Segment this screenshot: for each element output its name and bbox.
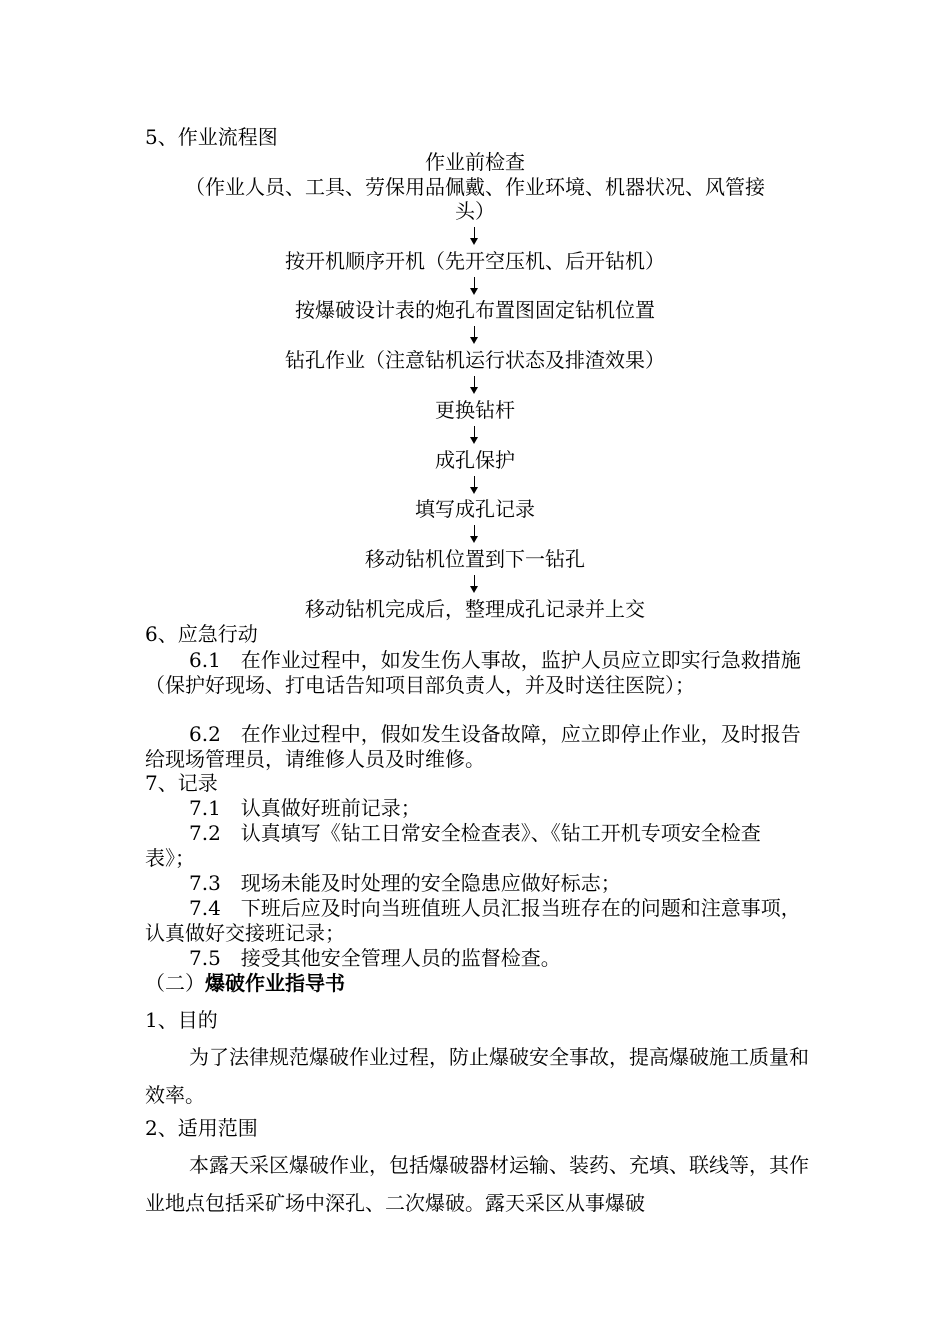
flow-step-replace-rod: 更换钻杆 bbox=[435, 398, 515, 422]
section2-title-text: 爆破作业指导书 bbox=[205, 971, 345, 995]
flow-step-move-drill: 移动钻机位置到下一钻孔 bbox=[365, 547, 585, 571]
records-item-5: 7.5 接受其他安全管理人员的监督检查。 bbox=[189, 946, 561, 970]
flow-step-hole-protection: 成孔保护 bbox=[435, 448, 515, 472]
flow-arrow bbox=[474, 426, 475, 438]
flow-arrow bbox=[474, 575, 475, 587]
scope-heading: 2、适用范围 bbox=[145, 1116, 258, 1140]
flow-step-fill-record: 填写成孔记录 bbox=[415, 497, 535, 521]
flow-step-submit-records: 移动钻机完成后，整理成孔记录并上交 bbox=[305, 597, 645, 621]
flow-step-pre-check-detail-end: 头） bbox=[455, 199, 495, 223]
flow-arrow bbox=[474, 326, 475, 338]
flow-step-start-machines: 按开机顺序开机（先开空压机、后开钻机） bbox=[285, 249, 665, 273]
records-item-3: 7.3 现场未能及时处理的安全隐患应做好标志； bbox=[189, 871, 621, 895]
flow-arrow bbox=[474, 376, 475, 388]
emergency-heading: 6、应急行动 bbox=[145, 622, 258, 646]
flow-step-fix-drill-position: 按爆破设计表的炮孔布置图固定钻机位置 bbox=[295, 298, 655, 322]
records-item-2: 7.2 认真填写《钻工日常安全检查表》、《钻工开机专项安全检查表》； bbox=[145, 821, 761, 870]
flow-arrow bbox=[474, 277, 475, 289]
flow-arrow bbox=[474, 227, 475, 239]
records-heading: 7、记录 bbox=[145, 771, 218, 795]
emergency-item-2: 6.2 在作业过程中，假如发生设备故障，应立即停止作业，及时报告给现场管理员，请维修人员及时维修。 bbox=[145, 722, 801, 771]
purpose-text: 为了法律规范爆破作业过程，防止爆破安全事故，提高爆破施工质量和效率。 bbox=[145, 1045, 809, 1107]
flow-arrow bbox=[474, 476, 475, 488]
records-item-4: 7.4 下班后应及时向当班值班人员汇报当班存在的问题和注意事项，认真做好交接班记录； bbox=[145, 896, 801, 945]
purpose-heading: 1、目的 bbox=[145, 1008, 218, 1032]
flow-step-pre-check-detail: （作业人员、工具、劳保用品佩戴、作业环境、机器状况、风管接 bbox=[185, 175, 765, 199]
scope-text: 本露天采区爆破作业，包括爆破器材运输、装药、充填、联线等，其作业地点包括采矿场中深孔、二次爆破。露天采区从事爆破 bbox=[145, 1153, 809, 1215]
flow-arrow bbox=[474, 525, 475, 537]
section2-title bbox=[145, 971, 345, 995]
flowchart-heading: 5、作业流程图 bbox=[145, 125, 278, 149]
flow-step-drilling: 钻孔作业（注意钻机运行状态及排渣效果） bbox=[285, 348, 665, 372]
records-item-1: 7.1 认真做好班前记录； bbox=[189, 796, 421, 820]
emergency-item-1: 6.1 在作业过程中，如发生伤人事故，监护人员应立即实行急救措施（保护好现场、打电话告知项目部负责人，并及时送往医院）； bbox=[145, 648, 801, 697]
flow-step-pre-check: 作业前检查 bbox=[425, 150, 525, 174]
section2-prefix: （二） bbox=[145, 971, 205, 995]
